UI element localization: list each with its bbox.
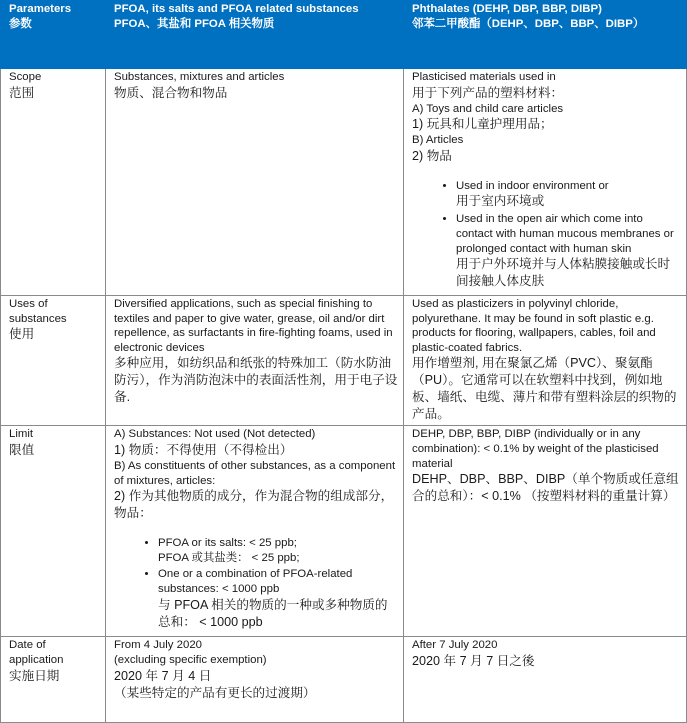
- uses-pfoa-cell: [106, 296, 404, 426]
- scope-pfoa-cn: 物质、混合物和物品: [114, 85, 228, 100]
- scope-label-en: Scope: [9, 71, 42, 83]
- limit-pfoa-a-cn: 1) 物质：不得使用（不得检出）: [114, 442, 293, 457]
- scope-ph-bullet1-cn: 用于室内环境或: [456, 194, 545, 209]
- date-pfoa-cell: [106, 637, 404, 723]
- date-ph-cn: 2020 年 7 月 7 日之後: [412, 653, 535, 668]
- limit-label-en: Limit: [9, 428, 34, 441]
- scope-ph-intro-en: Plasticised materials used in: [412, 71, 556, 83]
- header-parameters-cn: 参数: [9, 17, 32, 30]
- date-pfoa-cn2: （某些特定的产品有更长的过渡期）: [114, 685, 316, 700]
- uses-ph-cn: 用作增塑剂, 用在聚氯乙烯（PVC）、聚氨酯（PU）。它通常可以在软塑料中找到，例如地板、墙纸、电缆、薄片和带有塑料涂层的织物的产品。: [412, 356, 677, 422]
- header-parameters-en: Parameters: [9, 3, 72, 15]
- header-parameters: [1, 1, 106, 69]
- header-pfoa: [106, 1, 404, 69]
- list-item: [158, 536, 398, 565]
- scope-ph-a-en: A) Toys and child care articles: [412, 102, 564, 115]
- limit-ph-en: DEHP, DBP, BBP, DIBP (individually or in any combination): < 0.1% by weight of the plasticised material: [412, 428, 659, 470]
- scope-phthalates-cell: [404, 69, 687, 296]
- limit-pfoa-b-cn: 2) 作为其他物质的成分，作为混合物的组成部分，物品：: [114, 489, 394, 521]
- date-label-cn: 实施日期: [9, 668, 60, 683]
- limit-phthalates-cell: [404, 426, 687, 637]
- scope-ph-bullet2-cn: 用于户外环境并与人体粘膜接触或长时间接触人体皮肤: [456, 257, 671, 289]
- list-item: [456, 179, 681, 211]
- limit-pfoa-bullet-list: [114, 536, 398, 630]
- date-pfoa-cn1: 2020 年 7 月 4 日: [114, 668, 212, 683]
- uses-phthalates-cell: [404, 296, 687, 426]
- scope-pfoa-cell: [106, 69, 404, 296]
- uses-label-en: Uses of substances: [9, 298, 67, 325]
- header-pfoa-cn: PFOA、其盐和 PFOA 相关物质: [114, 17, 275, 30]
- scope-ph-bullet-list: [412, 179, 681, 290]
- limit-pfoa-bullet1-en: • PFOA or its salts: < 25 ppb;: [158, 537, 297, 550]
- date-label-en: Date of application: [9, 639, 64, 666]
- scope-ph-b-en: B) Articles: [412, 134, 464, 147]
- date-label-cell: [1, 637, 106, 723]
- uses-pfoa-en: Diversified applications, such as special finishing to textiles and paper to give water, grease, oil and/or dirt repellence, as surfactants in fire-fighting foams, used in electronic devices: [114, 298, 393, 354]
- limit-row: [1, 426, 687, 637]
- date-row: [1, 637, 687, 723]
- scope-ph-b-cn: 2) 物品: [412, 148, 452, 163]
- uses-ph-en: Used as plasticizers in polyvinyl chloride, polyurethane. It may be found in soft plastic e.g. products for flooring, wallpapers, cables, foil and plastic-coated fabrics.: [412, 298, 656, 354]
- scope-row: [1, 69, 687, 296]
- scope-label-cn: 范围: [9, 85, 35, 100]
- header-phthalates-en: Phthalates (DEHP, DBP, BBP, DIBP): [412, 3, 602, 15]
- limit-pfoa-bullet1-cn: PFOA 或其盐类： < 25 ppb;: [158, 551, 300, 564]
- limit-label-cell: [1, 426, 106, 637]
- header-row: [1, 1, 687, 69]
- scope-ph-bullet1-en: • Used in indoor environment or: [456, 179, 609, 192]
- header-phthalates-cn: 邻苯二甲酸酯（DEHP、DBP、BBP、DIBP）: [412, 17, 645, 30]
- scope-label-cell: [1, 69, 106, 296]
- uses-row: [1, 296, 687, 426]
- limit-pfoa-bullet2-en: • One or a combination of PFOA-related substances: < 1000 ppb: [158, 568, 353, 595]
- limit-label-cn: 限值: [9, 442, 35, 457]
- header-phthalates: [404, 1, 687, 69]
- list-item: [456, 212, 681, 290]
- limit-pfoa-a-en: A) Substances: Not used (Not detected): [114, 428, 316, 441]
- date-phthalates-cell: [404, 637, 687, 723]
- scope-ph-a-cn: 1) 玩具和儿童护理用品；: [412, 117, 553, 132]
- limit-ph-cn: DEHP、DBP、BBP、DIBP（单个物质或任意组合的总和）：< 0.1% （按塑料材料的重量计算）: [412, 472, 679, 504]
- header-pfoa-en: PFOA, its salts and PFOA related substances: [114, 3, 359, 15]
- list-item: [158, 567, 398, 630]
- scope-ph-bullet2-en: • Used in the open air which come into contact with human mucous membranes or prolonged contact with human skin: [456, 213, 674, 255]
- limit-pfoa-bullet2-cn: 与 PFOA 相关的物质的一种或多种物质的总和： < 1000 ppb: [158, 597, 388, 629]
- limit-pfoa-b-en: B) As constituents of other substances, as a component of mixtures, articles:: [114, 459, 396, 487]
- date-pfoa-en2: (excluding specific exemption): [114, 653, 267, 666]
- uses-pfoa-cn: 多种应用，如纺织品和纸张的特殊加工（防水防油防污），作为消防泡沫中的表面活性剂，用于电子设备.: [114, 356, 398, 405]
- uses-label-cell: [1, 296, 106, 426]
- limit-pfoa-cell: [106, 426, 404, 637]
- scope-pfoa-en: Substances, mixtures and articles: [114, 71, 285, 83]
- date-pfoa-en1: From 4 July 2020: [114, 639, 202, 652]
- date-ph-en: After 7 July 2020: [412, 639, 498, 652]
- uses-label-cn: 使用: [9, 327, 35, 342]
- scope-ph-intro-cn: 用于下列产品的塑料材料：: [412, 85, 564, 100]
